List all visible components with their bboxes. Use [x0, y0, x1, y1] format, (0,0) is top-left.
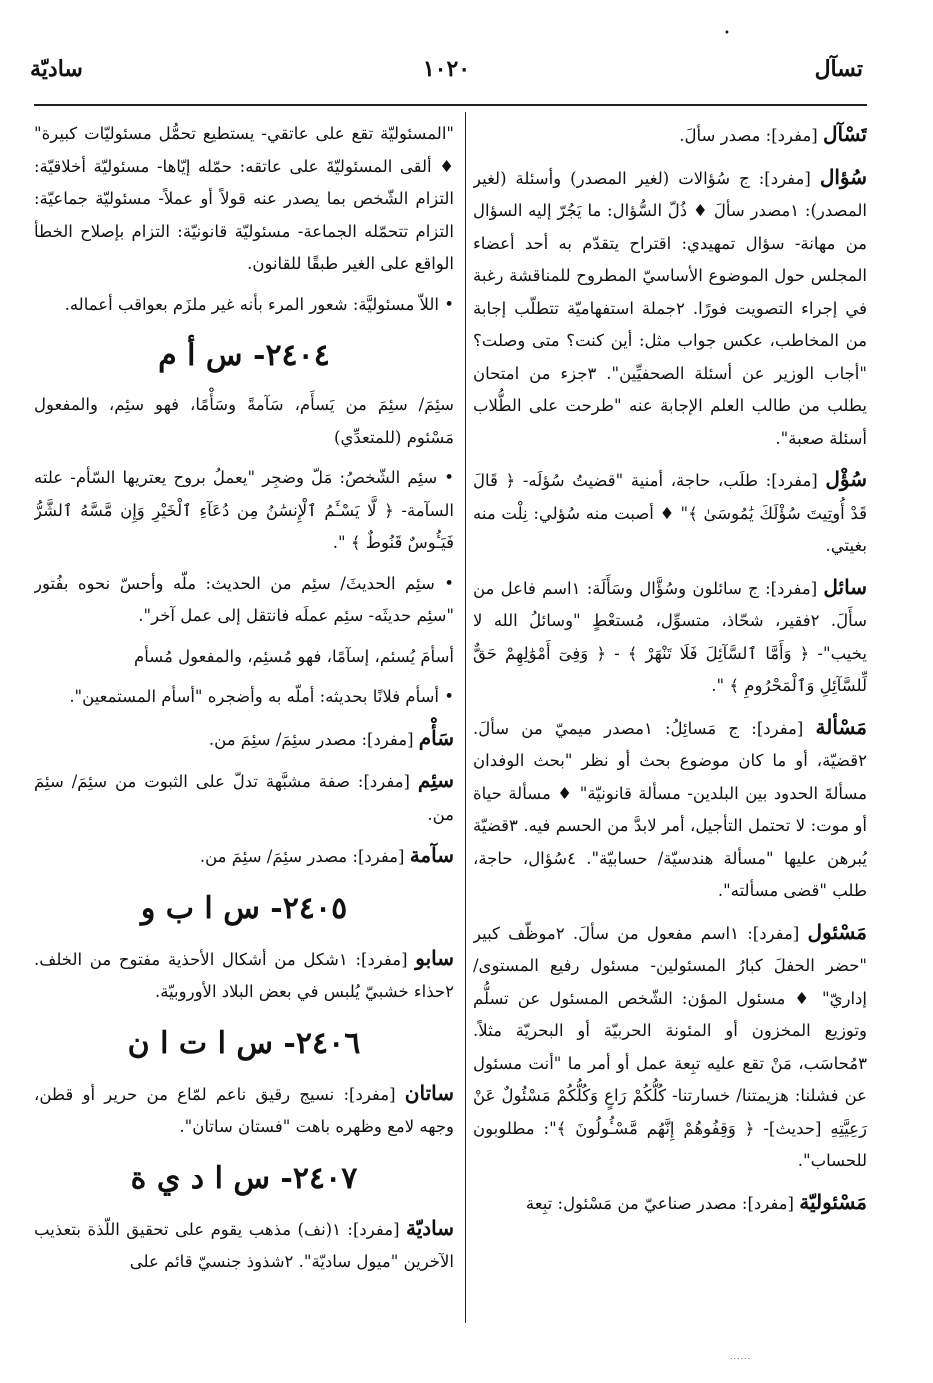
entry-asama: أسأمَ يُسئم، إسآمًا، فهو مُسئِم، والمفعول مُسأم: [134, 646, 454, 666]
entry-asama-sense: • أسأم فلانًا بحديثه: أملّه به وأضجره "أسأم المستمعين".: [69, 687, 454, 706]
headword: سُؤال: [819, 164, 867, 189]
entry-masooliyya: مَسْئوليّة [مفرد]: مصدر صناعيّ من مَسْئول: تبِعة: [525, 1189, 867, 1214]
entry-continuation: "المسئوليّة تقع على عاتقي- يستطيع تحمُّل مسئوليّات كبيرة" ♦ ألقى المسئوليّةَ على عاتقه: حمّله إيّاها- مسئوليّة أخلاقيّة: التزام الشّخص بما يصدر عنه قولاً أو عملاً- مسئوليّة جماعيّة: التزام تتحمّله الجماعة- مسئوليّة قانونيّة: التزام بإصلاح الخطأ الواقع على الغير طبقًا للقانون.: [34, 124, 454, 273]
root-heading-2406: ٢٤٠٦- س ا ت ا ن: [127, 1025, 361, 1061]
entry-saima-sense-1: • سئِم الشّخصُ: مَلّ وضجِر "يعملُ بروح يعتريها السّأم- علته السآمة- ﴿ لَّا يَسْـَٔمُ ٱلْإِنسَٰنُ مِن دُعَآءِ ٱلْخَيْرِ وَإِن مَّسَّهُ ٱلشَّرُّ فَيَـُٔوسٌ قَنُوطٌ ﴾ ".: [34, 468, 454, 552]
entry-saama: سآمة [مفرد]: مصدر سئِمَ/ سئِمَ من.: [199, 843, 454, 867]
entry-satan: ساتان [مفرد]: نسيج رقيق ناعم لمّاع من حرير أو قطن، وجهه لامع وظهره باهت "فستان ساتان".: [34, 1080, 454, 1136]
headword: سئِم: [417, 768, 454, 792]
headword: مَسْئول: [807, 919, 867, 944]
headword: ساتان: [404, 1080, 454, 1105]
entry-sul: سُؤْل [مفرد]: طلَب، حاجة، أمنية "قضيتُ سُؤلَه- ﴿ قَالَ قَدْ أُوتِيتَ سُؤْلَكَ يَٰمُوسَىٰ ﴾" ♦ أصبت منه سُؤلي: نِلْت منه بغيتي.: [473, 467, 867, 555]
page-number: ١٠٢٠: [422, 56, 471, 82]
headword: مَسْألة: [815, 714, 867, 739]
column-divider: [465, 112, 466, 1323]
headword: سَأْم: [418, 725, 454, 750]
header-guide-word-last: ساديّة: [30, 56, 83, 82]
header-rule: [34, 104, 867, 106]
page-speck: •: [724, 28, 730, 39]
entry-saim: سئِم [مفرد]: صفة مشبَّهة تدلّ على الثبوت من سئِمَ/ سئِمَ من.: [34, 768, 454, 824]
entry-tas-al: تَسْآل [مفرد]: مصدر سألَ.: [679, 122, 867, 146]
root-heading-2407: ٢٤٠٧- س ا د ي ة: [130, 1160, 358, 1196]
headword: سآمة: [409, 843, 454, 867]
entry-sabo: سابو [مفرد]: ١شكل من أشكال الأحذية مفتوح من الخلف. ٢حذاء خشبيّ يُلبس في بعض البلاد الأوروبيّة.: [34, 945, 454, 1001]
footer-dots: ......: [730, 1352, 752, 1361]
entry-saail: سائل [مفرد]: ج سائلون وسُؤَّال وسَأَلَة: ١اسم فاعل من سأَلَ. ٢فقير، شحّاذ، متسوِّل، مُستعْطٍ "وسائلُ الله لا يخيب"- ﴿ وَأَمَّا ٱلسَّآئِلَ فَلَا تَنْهَرْ ﴾ - ﴿ وَفِىٓ أَمْوَٰلِهِمْ حَقٌّ لِّلسَّآئِلِ وَٱلْمَحْرُومِ ﴾ ".: [473, 574, 867, 695]
entry-suaal: سُؤال [مفرد]: ج سُؤالات (لغير المصدر) وأسئلة (لغير المصدر): ١مصدر سألَ ♦ ذُلّ السُّؤال: ما يَجُرّ إليه السؤال من مهانة- سؤال تمهيدي: اقتراح يتقدّم به أحد أعضاء المجلس حول الموضوع الأساسيّ المطروح للمناقشة رغبة في إجراء التصويت فورًا. ٢جملة استفهاميّة تتطلّب إجابة من المخاطب، عكس جواب مثل: أين كنت؟ متى وصلت؟ "أجاب الوزير عن أسئلة الصحفيِّين". ٣جزء من امتحان يطلب من طالب العلم الإجابة عنه "طرحت على الطُّلاب أسئلة صعبة".: [473, 164, 867, 448]
entry-sam: سَأْم [مفرد]: مصدر سئِمَ/ سئِمَ من.: [208, 725, 454, 750]
entry-sadiyya: ساديّة [مفرد]: ١(نف) مذهب يقوم على تحقيق اللّذة بتعذيب الآخرين "ميول ساديّة". ٢شذوذ جنسيّ قائم على: [34, 1215, 454, 1271]
header-guide-word-first: تسآل: [814, 56, 863, 82]
headword: سابو: [415, 945, 454, 970]
right-column: [473, 118, 867, 1343]
root-heading-2405: ٢٤٠٥- س ا ب و: [140, 890, 348, 926]
headword: ساديّة: [405, 1215, 454, 1240]
entry-la-masooliyya: • اللاّ مسئوليَّة: شعور المرء بأنه غير ملزَم بعواقب أعماله.: [64, 294, 454, 314]
headword: تَسْآل: [822, 122, 867, 146]
entry-saima-sense-2: • سئِم الحديثَ/ سئِم من الحديث: ملّه وأحسّ نحوه بفُتور "سئِم حديثَه- سئِم عملَه فانتقل إلى عمل آخر".: [34, 573, 454, 625]
entry-saima: سئِمَ/ سئِمَ من يَسأَم، سَآمةً وسَأْمًا، فهو سئِم، والمفعول مَسْئوم (للمتعدِّي): [34, 395, 454, 447]
left-column: [34, 118, 454, 1343]
headword: سُؤْل: [825, 467, 867, 491]
headword: مَسْئوليّة: [799, 1189, 867, 1214]
root-heading-2404: ٢٤٠٤- س أ م: [158, 338, 330, 373]
headword: سائل: [823, 574, 867, 599]
entry-masala: مَسْألة [مفرد]: ج مَسائِلُ: ١مصدر ميميّ من سألَ. ٢قضيّة، أو ما كان موضوع بحث أو نظر "بحث الوفدان مسألةَ الحدود بين البلدين- مسألة قانونيّة" ♦ مسألة حياة أو موت: لا تحتمل التأجيل، أمر لابدَّ من الحسم فيه. ٣قضيّة يُبرهن عليها "مسألة هندسيّة/ حسابيّة". ٤سُؤال، حاجة، طلب "قضى مسألته".: [473, 714, 867, 900]
page-header: [30, 52, 863, 98]
entry-masool: مَسْئول [مفرد]: ١اسم مفعول من سألَ. ٢موظّف كبير "حضر الحفلَ كبارُ المسئولين- مسئول رفيع المستوى/ إداريّ" ♦ مسئول المؤن: الشّخص المسئول عن تسلُّم وتوزيع المخزون أو المئونة الحربيّة أو البحريّة مثلاً. ٣مُحاسَب، مَنْ تقع عليه تبِعة عمل أو أمر ما "أنت مسئول عن فشلنا: هزيمتنا/ خسارتنا- كُلُّكُمْ رَاعٍ وَكُلُّكُمْ مَسْئُولٌ عَنْ رَعِيَّتِهِ [حديث]- ﴿ وَقِفُوهُمْ إِنَّهُم مَّسْـُٔولُونَ ﴾": مطلوبون للحساب".: [473, 919, 867, 1170]
